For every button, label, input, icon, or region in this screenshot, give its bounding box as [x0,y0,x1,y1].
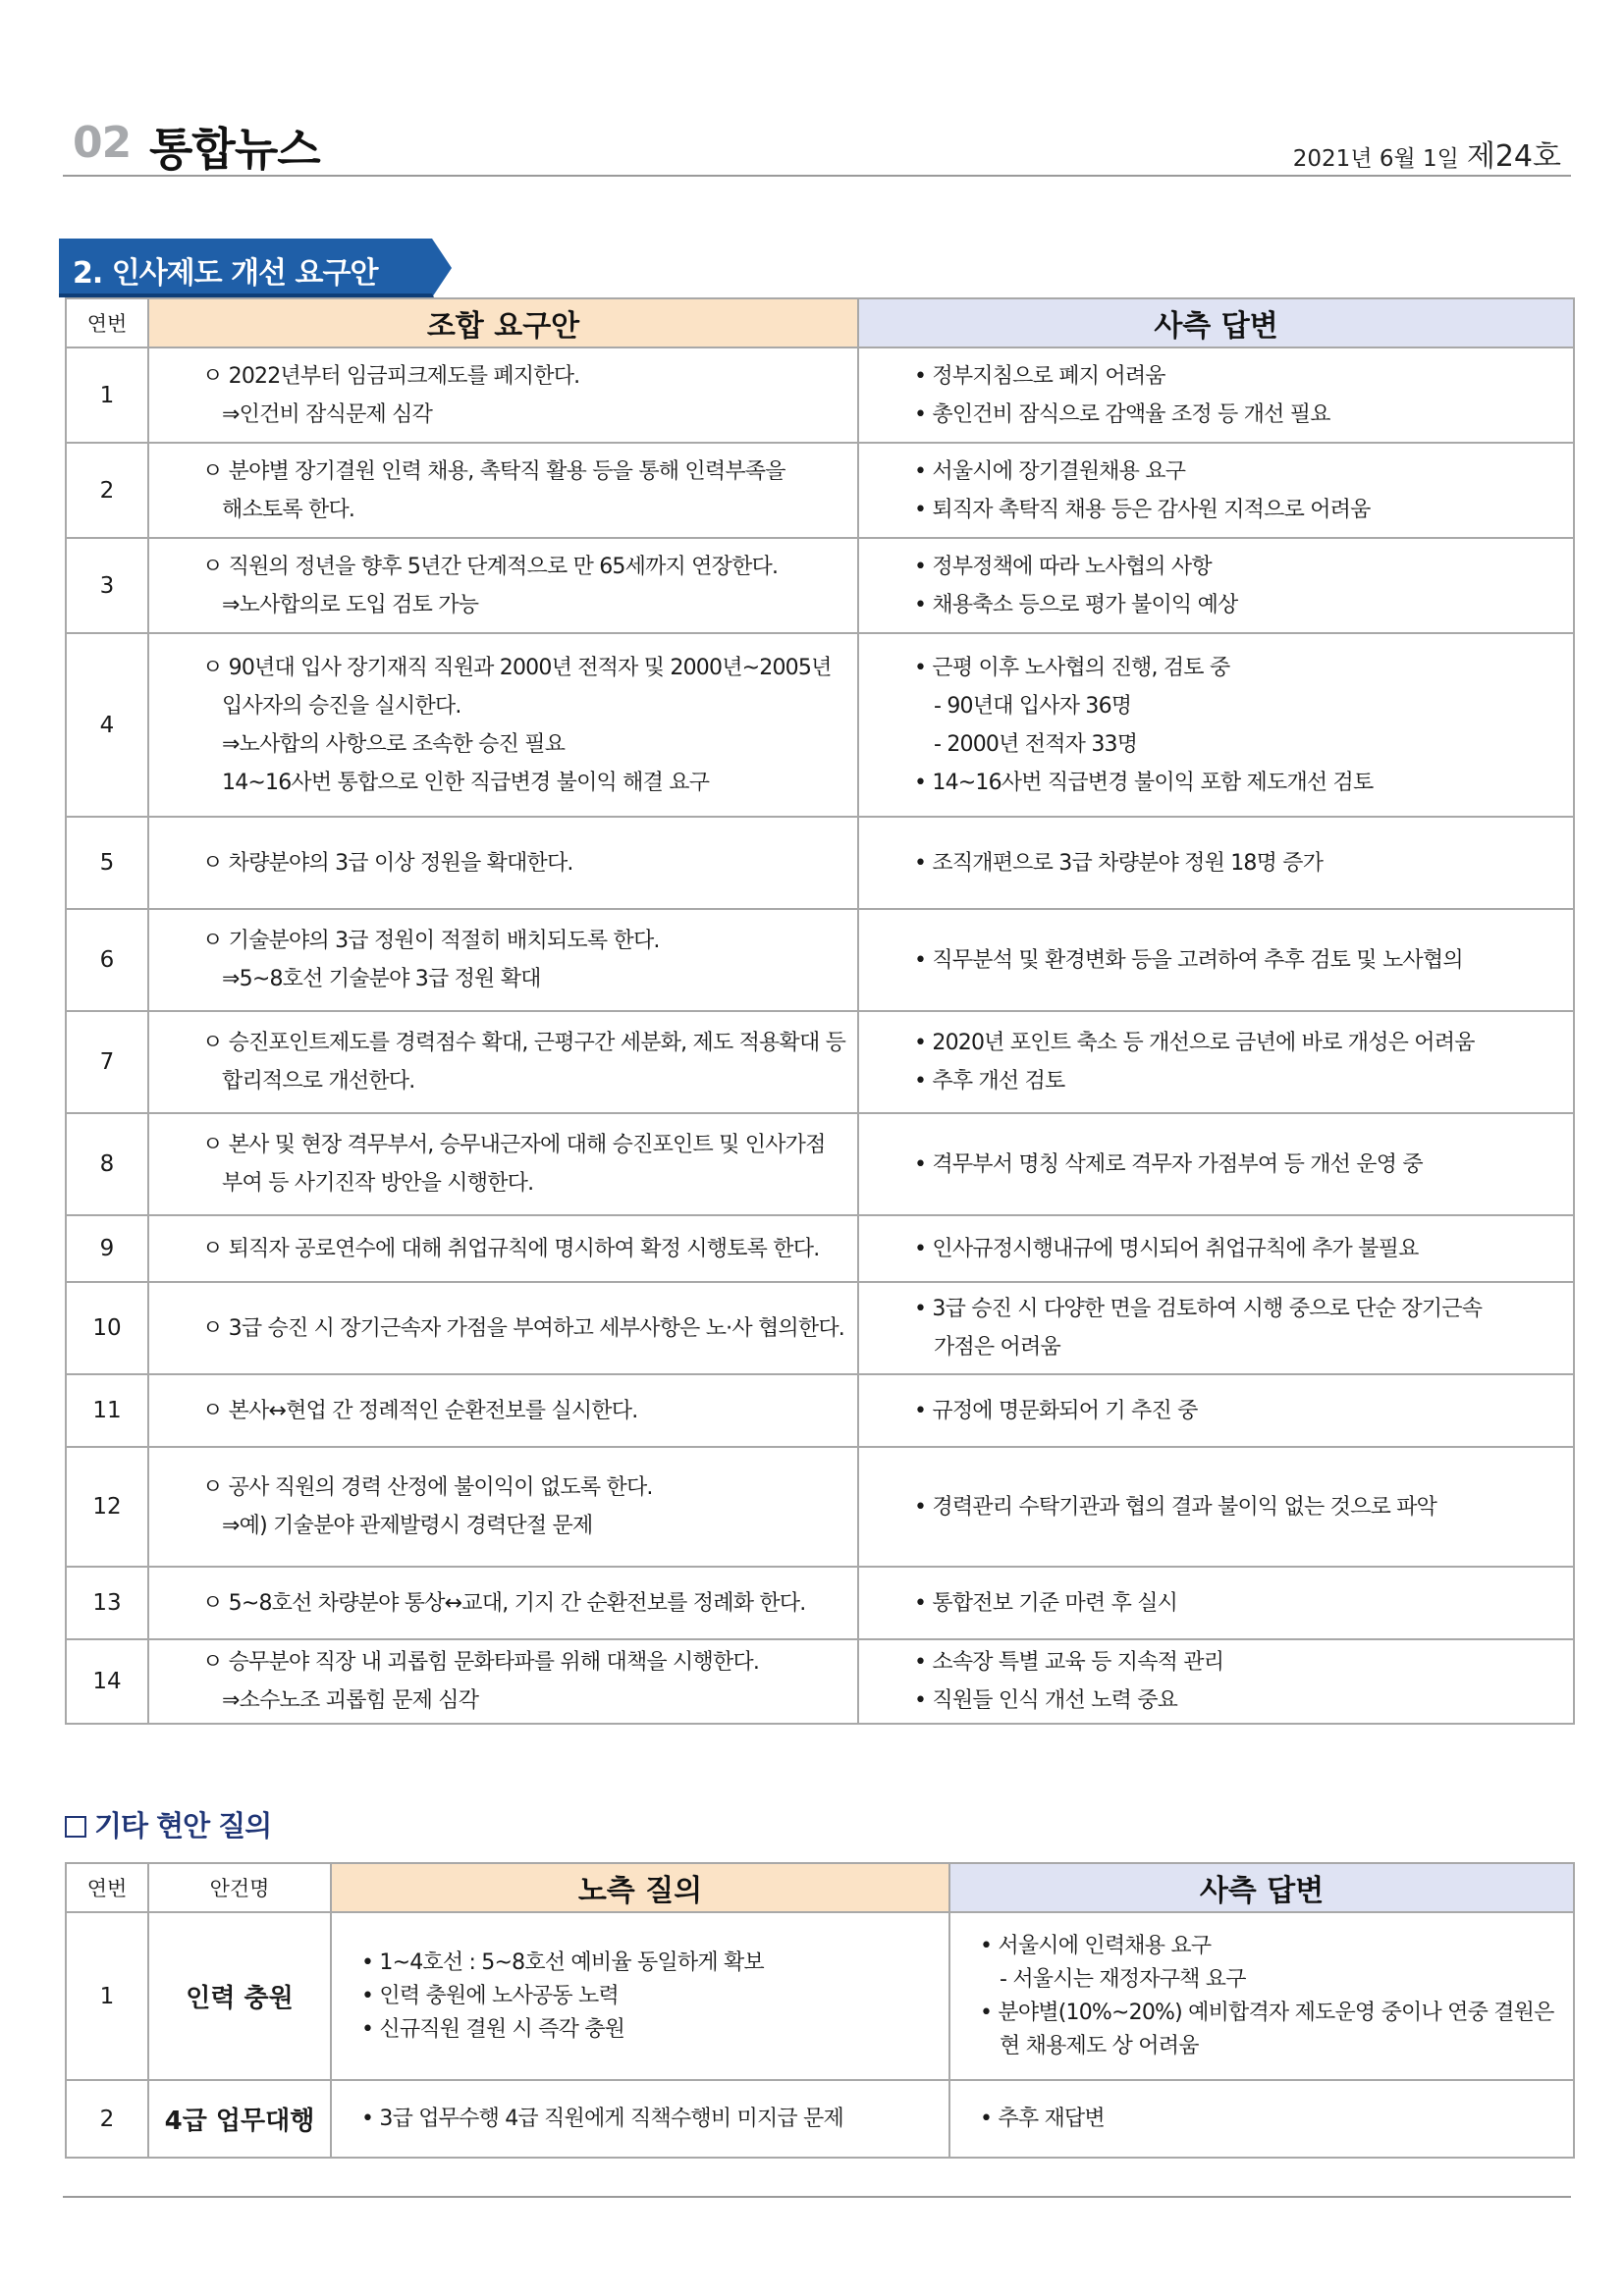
demand-line: 해소토록 한다. [222,497,355,522]
demand-line: ㅇ 분야별 장기결원 인력 채용, 촉탁직 활용 등을 통해 인력부족을 [202,458,785,484]
other-issues-table [65,1862,1575,2159]
demand-line: 입사자의 승진을 실시한다. [222,693,461,719]
union-demand [148,817,858,909]
table-row [66,1912,1574,2080]
union-demand [148,1215,858,1282]
header-company: 사측 답변 [949,1863,1574,1912]
union-demand [148,1282,858,1374]
answer-line: • 직원들 인식 개선 노력 중요 [914,1688,1178,1713]
answer-line: • 3급 승진 시 다양한 면을 검토하여 시행 중으로 단순 장기근속 [914,1297,1483,1321]
demand-line: ⇒노사합의로 도입 검토 가능 [222,592,479,617]
union-question [331,1912,949,2080]
section-title-tab [59,239,452,297]
company-answer [949,2080,1574,2158]
union-demand [148,1447,858,1567]
demand-line: ㅇ 본사 및 현장 격무부서, 승무내근자에 대해 승진포인트 및 인사가점 [202,1133,826,1157]
demand-line: ㅇ 5~8호선 차량분야 통상↔교대, 기지 간 순환전보를 정례화 한다. [202,1590,806,1616]
company-answer [858,1011,1574,1113]
demand-line: ㅇ 승무분야 직장 내 괴롭힘 문화타파를 위해 대책을 시행한다. [202,1650,760,1675]
other-issues-title [65,1804,271,1844]
row-number: 8 [66,1113,148,1215]
table-row [66,1374,1574,1447]
answer-line: • 2020년 포인트 축소 등 개선으로 금년에 바로 개성은 어려움 [914,1031,1475,1055]
demand-line: ㅇ 2022년부터 임금피크제도를 폐지한다. [202,363,580,389]
table-row [66,1113,1574,1215]
answer-line: • 소속장 특별 교육 등 지속적 관리 [914,1650,1224,1675]
company-answer [858,443,1574,538]
demand-line: ㅇ 기술분야의 3급 정원이 적절히 배치되도록 한다. [202,929,660,953]
row-number: 1 [66,347,148,443]
demand-line: 14~16사번 통합으로 인한 직급변경 불이익 해결 요구 [222,770,710,795]
table-row [66,817,1574,909]
company-answer [858,1567,1574,1639]
header-no: 연번 [66,1863,148,1912]
table-row [66,909,1574,1011]
checkbox-square-icon [65,1816,86,1838]
header-no: 연번 [66,298,148,347]
demand-line: ⇒노사합의 사항으로 조속한 승진 필요 [222,731,566,757]
answer-line: - 2000년 전적자 33명 [934,731,1138,757]
table-row [66,538,1574,633]
company-answer [949,1912,1574,2080]
demand-line: 합리적으로 개선한다. [222,1069,415,1094]
company-answer [858,1447,1574,1567]
section-title: 2. 인사제도 개선 요구안 [73,256,378,291]
agenda-name: 인력 충원 [148,1912,331,2080]
answer-line: • 정부정책에 따라 노사협의 사항 [914,554,1212,579]
answer-line: • 직무분석 및 환경변화 등을 고려하여 추후 검토 및 노사협의 [914,947,1463,973]
company-answer [858,909,1574,1011]
row-number: 2 [66,443,148,538]
company-answer [858,1282,1574,1374]
answer-line: • 채용축소 등으로 평가 불이익 예상 [914,592,1238,617]
union-demand [148,1639,858,1724]
company-answer [858,347,1574,443]
answer-line: • 14~16사번 직급변경 불이익 포함 제도개선 검토 [914,770,1374,795]
answer-line: - 90년대 입사자 36명 [934,693,1132,719]
row-number: 5 [66,817,148,909]
row-number: 1 [66,1912,148,2080]
header-company: 사측 답변 [858,298,1574,347]
company-answer [858,1639,1574,1724]
question-line: • 3급 업무수행 4급 직원에게 직책수행비 미지급 문제 [361,2106,843,2131]
demand-line: ㅇ 승진포인트제도를 경력점수 확대, 근평구간 세분화, 제도 적용확대 등 [202,1031,846,1055]
table-row [66,2080,1574,2158]
union-question [331,2080,949,2158]
answer-line: • 인사규정시행내규에 명시되어 취업규칙에 추가 불필요 [914,1236,1419,1261]
answer-line: • 서울시에 인력채용 요구 [980,1933,1212,1958]
question-line: • 1~4호선 : 5~8호선 예비율 동일하게 확보 [361,1949,764,1975]
row-number: 10 [66,1282,148,1374]
answer-line: • 규정에 명문화되어 기 추진 중 [914,1398,1198,1423]
union-demand [148,1374,858,1447]
question-line: • 인력 충원에 노사공동 노력 [361,1983,619,2008]
footer-divider [63,2196,1571,2198]
demand-line: ㅇ 90년대 입사 장기재직 직원과 2000년 전적자 및 2000년~2005년 [202,655,832,680]
answer-line: 가점은 어려움 [934,1335,1060,1360]
table-row [66,347,1574,443]
answer-line: • 격무부서 명칭 삭제로 격무자 가점부여 등 개선 운영 중 [914,1151,1423,1177]
row-number: 13 [66,1567,148,1639]
row-number: 6 [66,909,148,1011]
answer-line: • 조직개편으로 3급 차량분야 정원 18명 증가 [914,850,1324,876]
demand-line: ㅇ 퇴직자 공로연수에 대해 취업규칙에 명시하여 확정 시행토록 한다. [202,1236,820,1261]
row-number: 2 [66,2080,148,2158]
demand-line: ㅇ 본사↔현업 간 정례적인 순환전보를 실시한다. [202,1398,638,1423]
table-row [66,1639,1574,1724]
answer-line: • 총인건비 잠식으로 감액율 조정 등 개선 필요 [914,401,1330,427]
issue-info [1293,132,1561,175]
question-line: • 신규직원 결원 시 즉각 충원 [361,2016,625,2042]
demand-line: ⇒예) 기술분야 관제발령시 경력단절 문제 [222,1514,593,1538]
answer-line: • 경력관리 수탁기관과 협의 결과 불이익 없는 것으로 파악 [914,1494,1437,1520]
union-demand [148,633,858,817]
answer-line: • 추후 재답변 [980,2106,1105,2131]
union-demand [148,443,858,538]
company-answer [858,817,1574,909]
issue-number: 제24호 [1466,139,1561,174]
header-name: 안건명 [148,1863,331,1912]
union-demand [148,1011,858,1113]
table-row [66,633,1574,817]
company-answer [858,1215,1574,1282]
answer-line: 현 채용제도 상 어려움 [1000,2033,1199,2058]
row-number: 14 [66,1639,148,1724]
answer-line: - 서울시는 재정자구책 요구 [1000,1966,1246,1992]
demand-table [65,297,1575,1725]
header-union: 노측 질의 [331,1863,949,1912]
demand-line: ⇒5~8호선 기술분야 3급 정원 확대 [222,967,541,991]
table-row [66,1567,1574,1639]
section-name: 통합뉴스 [149,123,320,176]
company-answer [858,1374,1574,1447]
answer-line: • 정부지침으로 폐지 어려움 [914,363,1165,389]
demand-line: 부여 등 사기진작 방안을 시행한다. [222,1171,534,1196]
page-number: 02 [73,118,132,168]
header-union: 조합 요구안 [148,298,858,347]
answer-line: • 근평 이후 노사협의 진행, 검토 중 [914,655,1230,680]
union-demand [148,1567,858,1639]
row-number: 3 [66,538,148,633]
union-demand [148,347,858,443]
row-number: 11 [66,1374,148,1447]
row-number: 12 [66,1447,148,1567]
other-issues-title-text: 기타 현안 질의 [94,1809,272,1842]
row-number: 4 [66,633,148,817]
union-demand [148,1113,858,1215]
demand-line: ⇒소수노조 괴롭힘 문제 심각 [222,1688,479,1713]
company-answer [858,633,1574,817]
company-answer [858,1113,1574,1215]
answer-line: • 통합전보 기준 마련 후 실시 [914,1590,1178,1616]
union-demand [148,909,858,1011]
page-header [63,110,1571,177]
table-row [66,1447,1574,1567]
table-row [66,1215,1574,1282]
answer-line: • 추후 개선 검토 [914,1069,1065,1094]
answer-line: • 퇴직자 촉탁직 채용 등은 감사원 지적으로 어려움 [914,497,1371,522]
table-row [66,1282,1574,1374]
issue-date: 2021년 6월 1일 [1292,146,1459,172]
demand-line: ㅇ 공사 직원의 경력 산정에 불이익이 없도록 한다. [202,1475,653,1500]
agenda-name: 4급 업무대행 [148,2080,331,2158]
table-row [66,443,1574,538]
demand-line: ㅇ 3급 승진 시 장기근속자 가점을 부여하고 세부사항은 노·사 협의한다. [202,1315,844,1341]
demand-line: ㅇ 직원의 정년을 향후 5년간 단계적으로 만 65세까지 연장한다. [202,554,779,579]
demand-line: ㅇ 차량분야의 3급 이상 정원을 확대한다. [202,850,573,876]
demand-line: ⇒인건비 잠식문제 심각 [222,401,433,427]
company-answer [858,538,1574,633]
answer-line: • 분야별(10%~20%) 예비합격자 제도운영 중이나 연중 결원은 [980,2000,1554,2025]
row-number: 7 [66,1011,148,1113]
answer-line: • 서울시에 장기결원채용 요구 [914,458,1186,484]
row-number: 9 [66,1215,148,1282]
table-row [66,1011,1574,1113]
union-demand [148,538,858,633]
